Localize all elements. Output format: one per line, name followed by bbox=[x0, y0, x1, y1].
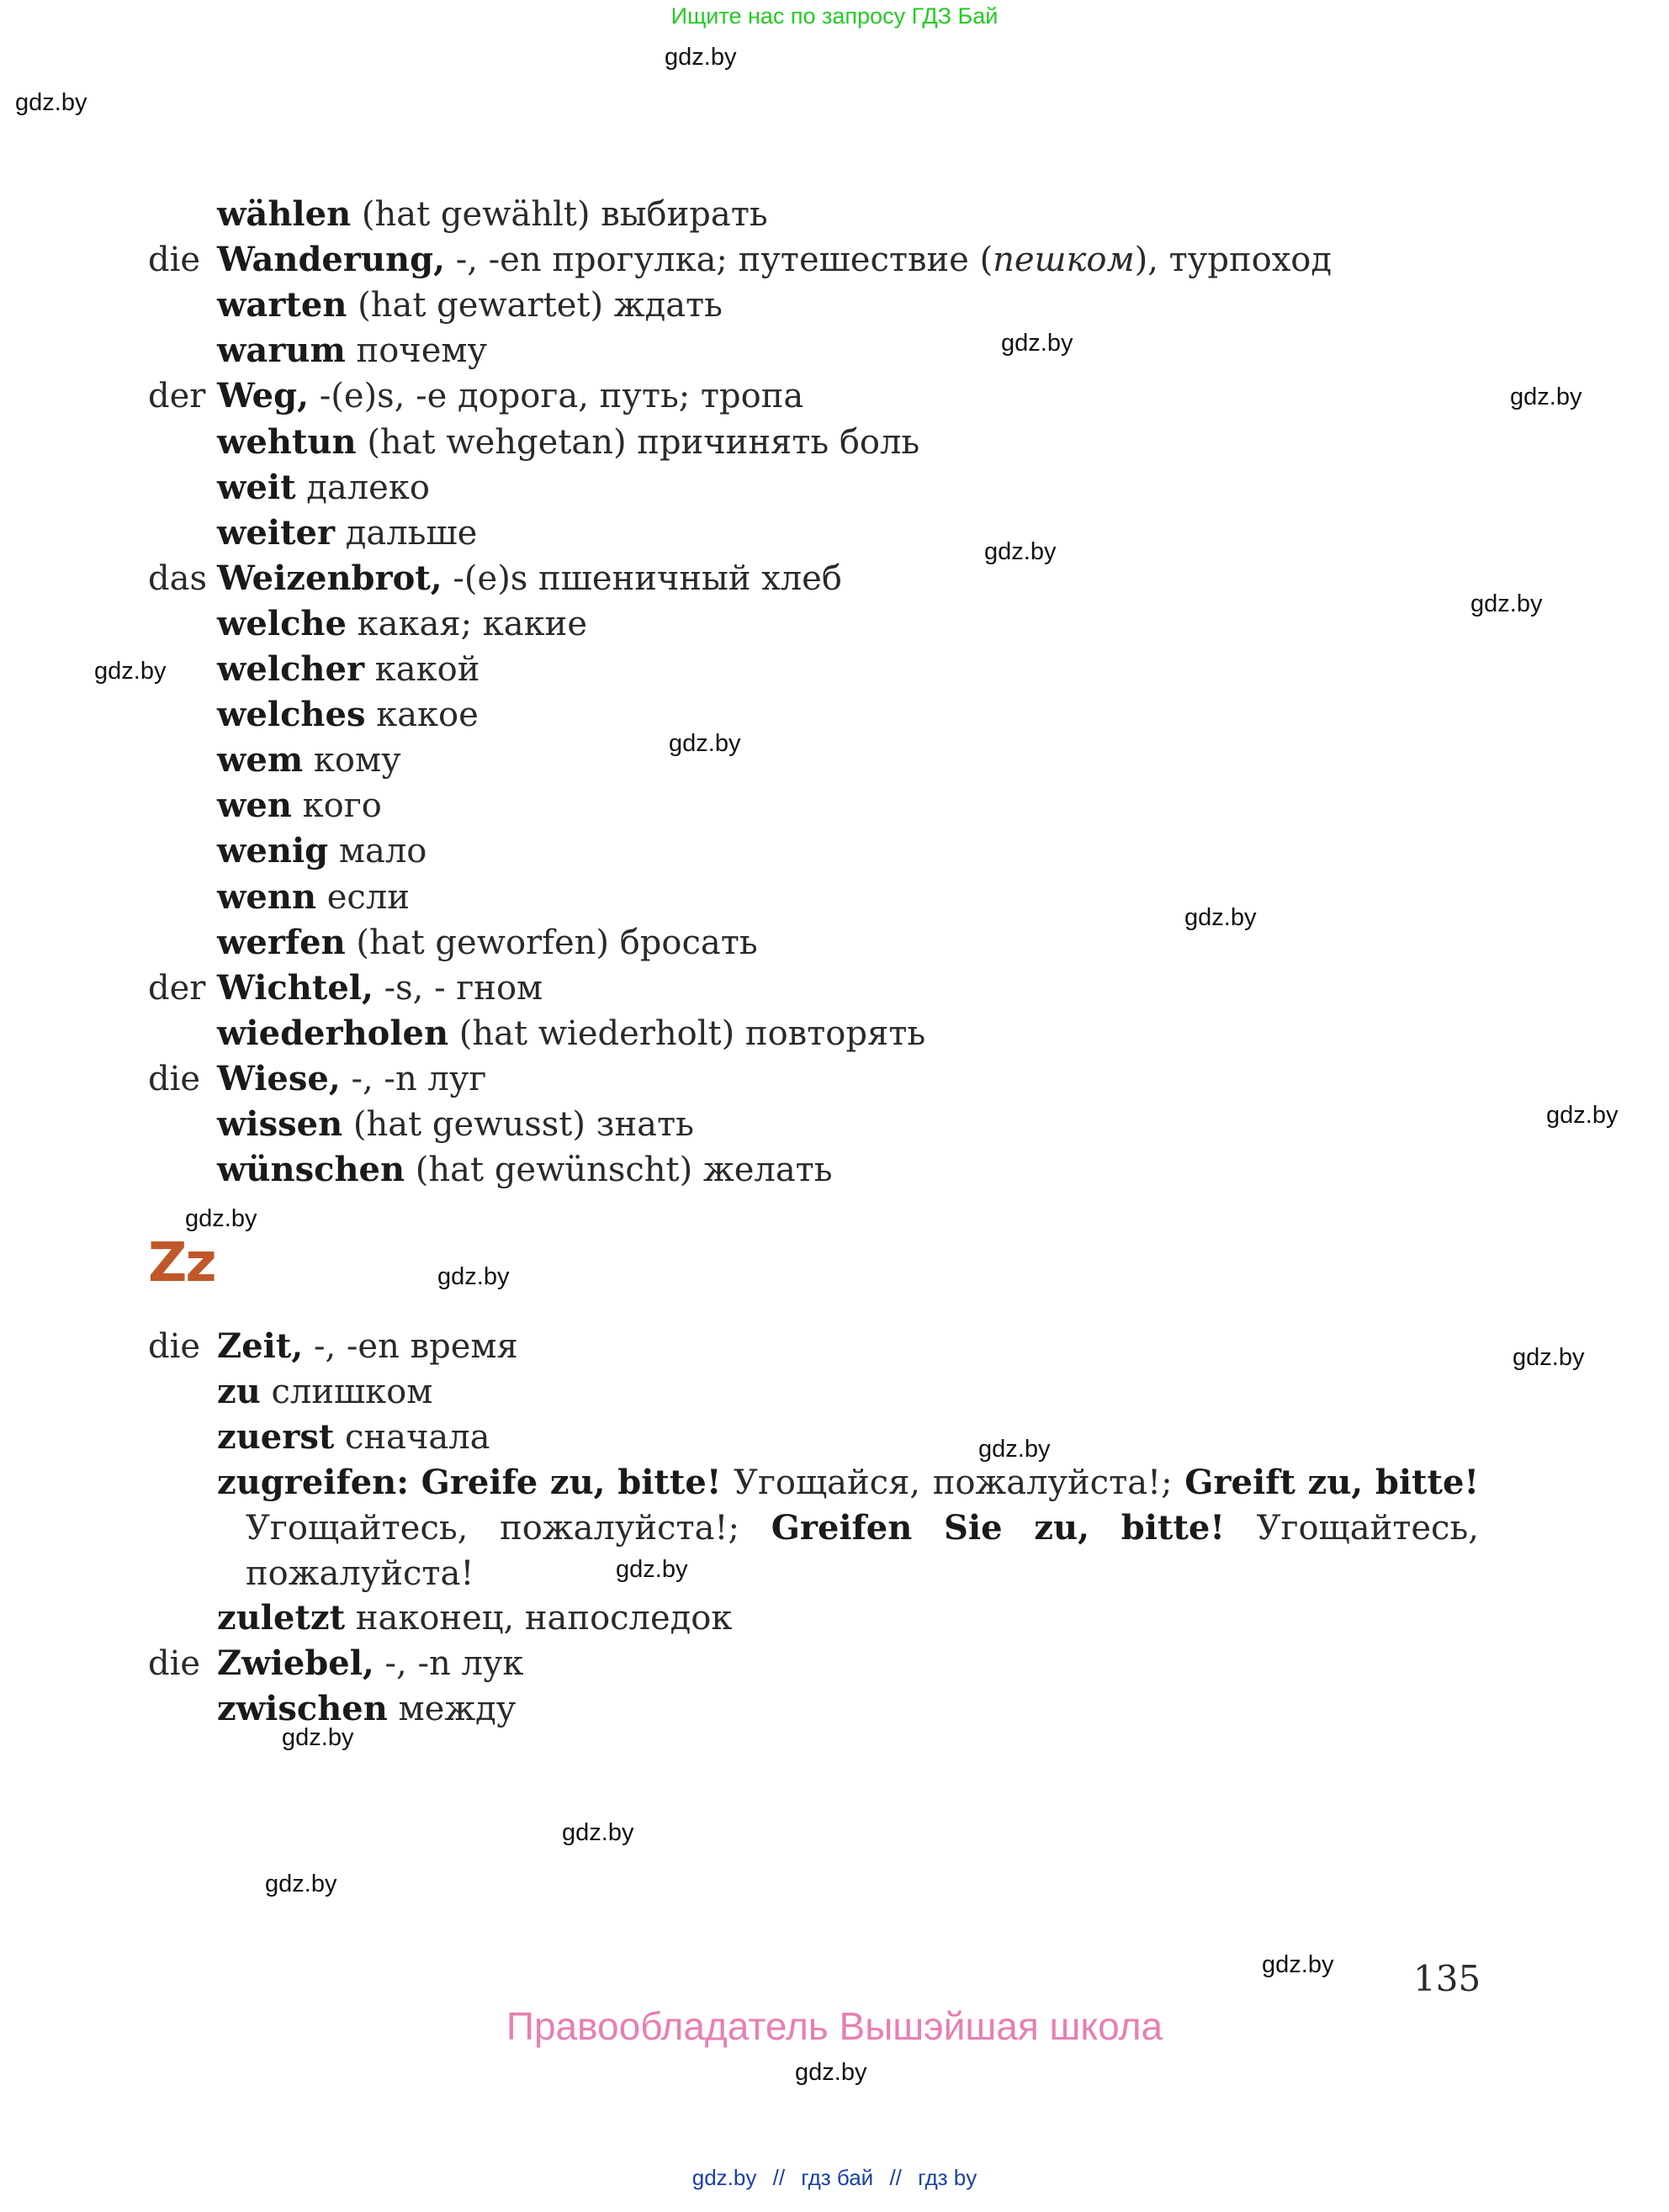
dictionary-entry bbox=[148, 692, 479, 738]
footer-link-gdz-by[interactable]: gdz.by bbox=[691, 2165, 757, 2190]
phrase-bold: zugreifen: bbox=[217, 1463, 409, 1502]
footer-link-gdz-bai[interactable]: гдз бай bbox=[801, 2165, 874, 2190]
phrase-bold: bitte! bbox=[617, 1463, 722, 1502]
watermark-gdz-by: gdz.by bbox=[1184, 904, 1257, 931]
headword: wehtun bbox=[217, 421, 357, 462]
translation: -(e)s, -e дорога, путь; тропа bbox=[309, 377, 804, 416]
headword: wünschen bbox=[217, 1150, 405, 1190]
translation: -s, - гном bbox=[373, 968, 543, 1008]
headword: weiter bbox=[217, 512, 336, 553]
headword: zuletzt bbox=[217, 1598, 346, 1638]
headword: zuerst bbox=[217, 1417, 335, 1457]
watermark-gdz-by: gdz.by bbox=[984, 538, 1057, 565]
page-number: 135 bbox=[1413, 1958, 1481, 1999]
translation: наконец, напоследок bbox=[345, 1599, 733, 1638]
translation: -(e)s пшеничный хлеб bbox=[442, 558, 842, 598]
footer-separator: // bbox=[889, 2165, 902, 2190]
footer-link-gdz-by-cyr[interactable]: гдз by bbox=[918, 2165, 978, 2190]
article: die bbox=[148, 1327, 201, 1366]
headword: Zeit, bbox=[217, 1326, 304, 1366]
watermark-gdz-by: gdz.by bbox=[437, 1263, 510, 1290]
phrase-text: пожалуйста!; bbox=[500, 1509, 739, 1548]
footer-links[interactable] bbox=[0, 2165, 1669, 2191]
headword: Wanderung, bbox=[217, 240, 445, 280]
translation: дальше bbox=[335, 513, 478, 553]
phrase-bold: Greife bbox=[421, 1463, 538, 1502]
headword: wissen bbox=[217, 1104, 343, 1144]
translation: (hat gewünscht) желать bbox=[405, 1151, 833, 1190]
translation: (hat geworfen) бросать bbox=[345, 923, 758, 962]
translation: -, -en прогулка; путешествие ( bbox=[445, 241, 993, 280]
watermark-gdz-by: gdz.by bbox=[1470, 590, 1543, 617]
dictionary-entry bbox=[148, 465, 430, 511]
headword: wem bbox=[217, 740, 304, 781]
translation: -, -n луг bbox=[340, 1059, 487, 1098]
translation: сначала bbox=[334, 1418, 490, 1457]
translation: слишком bbox=[260, 1373, 433, 1411]
headword: welches bbox=[217, 695, 366, 735]
headword: Weizenbrot, bbox=[217, 558, 442, 598]
zugreifen-line bbox=[246, 1506, 1479, 1551]
headword: warten bbox=[217, 285, 347, 325]
translation-italic: пешком bbox=[993, 241, 1135, 280]
footer-separator: // bbox=[772, 2165, 786, 2190]
translation: (hat gewartet) ждать bbox=[347, 286, 723, 325]
phrase-bold: Greifen bbox=[771, 1508, 913, 1548]
phrase-bold: zu, bbox=[549, 1463, 606, 1502]
headword: welche bbox=[217, 603, 347, 643]
copyright-notice: Правообладатель Вышэйшая школа bbox=[506, 2004, 1163, 2048]
translation: если bbox=[316, 877, 410, 917]
headword: wiederholen bbox=[217, 1013, 449, 1053]
translation: -, -n лук bbox=[374, 1644, 524, 1683]
headword: weit bbox=[217, 467, 296, 507]
watermark-gdz-by: gdz.by bbox=[1001, 330, 1073, 357]
dictionary-entry bbox=[148, 420, 919, 465]
headword: Weg, bbox=[217, 376, 310, 416]
watermark-gdz-by: gdz.by bbox=[665, 44, 737, 71]
watermark-gdz-by: gdz.by bbox=[562, 1819, 634, 1846]
headword: welcher bbox=[217, 649, 365, 689]
headword: zwischen bbox=[217, 1689, 388, 1728]
dictionary-entry bbox=[148, 1324, 518, 1369]
article: der bbox=[148, 377, 206, 416]
phrase-text: Угощайся, bbox=[734, 1463, 921, 1502]
translation: какое bbox=[365, 696, 479, 735]
dictionary-entry bbox=[148, 556, 842, 601]
translation: (hat wiederholt) повторять bbox=[448, 1013, 926, 1053]
dictionary-entry bbox=[148, 1011, 925, 1056]
dictionary-entry bbox=[148, 283, 723, 328]
dictionary-entry bbox=[148, 1415, 490, 1460]
headword: wählen bbox=[217, 194, 352, 234]
headword: wenig bbox=[217, 831, 329, 871]
watermark-gdz-by: gdz.by bbox=[282, 1724, 354, 1751]
dictionary-entry bbox=[148, 647, 480, 692]
zugreifen-line: пожалуйста! bbox=[246, 1554, 474, 1593]
translation-tail: ), турпоход bbox=[1134, 241, 1332, 280]
watermark-gdz-by: gdz.by bbox=[1513, 1344, 1585, 1371]
search-banner: Ищите нас по запросу ГДЗ Бай bbox=[670, 3, 999, 29]
article: die bbox=[148, 1644, 201, 1683]
watermark-gdz-by: gdz.by bbox=[795, 2059, 867, 2086]
translation: почему bbox=[345, 331, 488, 371]
watermark-gdz-by: gdz.by bbox=[1510, 384, 1582, 410]
phrase-bold: bitte! bbox=[1375, 1463, 1479, 1502]
watermark-gdz-by: gdz.by bbox=[1262, 1951, 1334, 1978]
translation: далеко bbox=[295, 468, 430, 507]
dictionary-entry bbox=[148, 511, 477, 556]
dictionary-entry bbox=[148, 328, 487, 373]
phrase-text: Угощайтесь, bbox=[246, 1509, 469, 1548]
phrase-bold: zu, bbox=[1034, 1508, 1090, 1548]
watermark-gdz-by: gdz.by bbox=[185, 1205, 257, 1232]
translation: мало bbox=[328, 832, 427, 871]
headword: werfen bbox=[217, 922, 346, 962]
dictionary-entry bbox=[148, 373, 803, 419]
phrase-bold: Greift bbox=[1184, 1463, 1295, 1502]
dictionary-entry bbox=[148, 1147, 833, 1193]
phrase-bold: zu, bbox=[1307, 1463, 1364, 1502]
dictionary-entry bbox=[148, 1641, 523, 1686]
phrase-bold: bitte! bbox=[1121, 1508, 1225, 1548]
headword: Wichtel, bbox=[217, 967, 374, 1008]
article: die bbox=[148, 1059, 201, 1098]
watermark-gdz-by: gdz.by bbox=[978, 1436, 1051, 1463]
headword: zu bbox=[217, 1372, 261, 1411]
article: der bbox=[148, 968, 206, 1008]
translation: между bbox=[387, 1690, 517, 1728]
watermark-gdz-by: gdz.by bbox=[1546, 1102, 1619, 1129]
headword: wenn bbox=[217, 876, 317, 917]
watermark-gdz-by: gdz.by bbox=[669, 730, 741, 757]
dictionary-entry bbox=[148, 237, 1332, 283]
translation: какая; какие bbox=[346, 604, 587, 643]
dictionary-entry bbox=[148, 828, 427, 874]
phrase-text: Угощайтесь, bbox=[1256, 1509, 1479, 1548]
phrase-bold: Sie bbox=[944, 1508, 1003, 1548]
watermark-gdz-by: gdz.by bbox=[265, 1871, 337, 1897]
dictionary-entry bbox=[148, 1595, 732, 1641]
dictionary-entry bbox=[148, 1056, 486, 1102]
phrase-text: пожалуйста!; bbox=[932, 1463, 1173, 1502]
headword: wen bbox=[217, 786, 292, 826]
headword: Wiese, bbox=[217, 1058, 341, 1098]
dictionary-entry bbox=[148, 875, 410, 920]
dictionary-entry bbox=[148, 738, 401, 783]
dictionary-entry bbox=[148, 1102, 694, 1147]
dictionary-entry bbox=[148, 966, 543, 1011]
translation: (hat gewählt) выбирать bbox=[351, 195, 768, 234]
dictionary-entry bbox=[148, 783, 382, 828]
dictionary-entry bbox=[148, 1369, 432, 1415]
article: das bbox=[148, 558, 207, 598]
translation: кому bbox=[303, 741, 401, 781]
translation: кого bbox=[291, 786, 382, 826]
article: die bbox=[148, 241, 201, 280]
translation: -, -en время bbox=[303, 1327, 518, 1366]
watermark-gdz-by: gdz.by bbox=[616, 1556, 688, 1583]
translation: (hat gewusst) знать bbox=[342, 1105, 694, 1144]
translation: (hat wehgetan) причинять боль bbox=[356, 422, 920, 462]
headword: Zwiebel, bbox=[217, 1643, 374, 1683]
dictionary-entry bbox=[148, 920, 758, 966]
zugreifen-line bbox=[217, 1460, 1479, 1506]
dictionary-entry bbox=[148, 192, 768, 237]
section-heading-zz: Zz bbox=[148, 1232, 215, 1294]
watermark-gdz-by: gdz.by bbox=[94, 658, 167, 685]
headword: warum bbox=[217, 331, 346, 371]
dictionary-entry bbox=[148, 601, 587, 647]
translation: какой bbox=[364, 650, 480, 689]
watermark-gdz-by: gdz.by bbox=[15, 89, 87, 116]
